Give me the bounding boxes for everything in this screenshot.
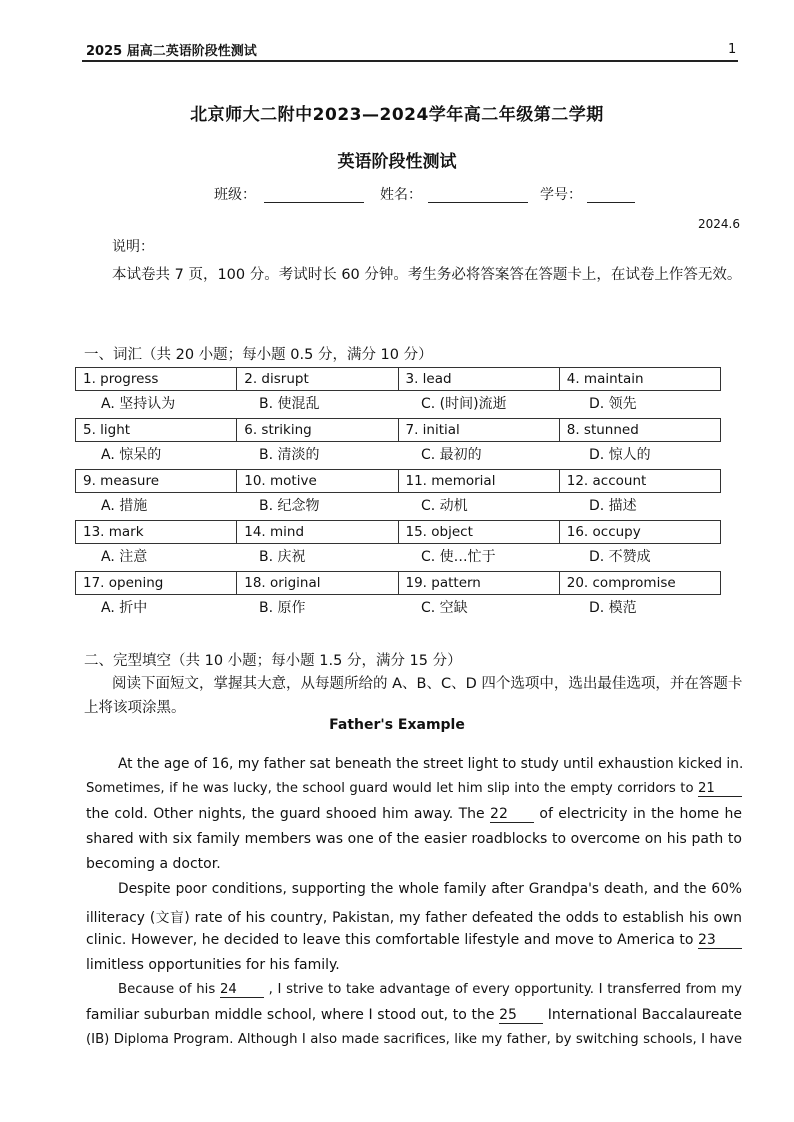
option-c: C. 空缺 xyxy=(421,600,468,616)
option-d: D. 描述 xyxy=(589,498,637,514)
word-row xyxy=(75,469,721,493)
option-b: B. 原作 xyxy=(259,600,306,616)
blank-21[interactable]: 21 xyxy=(698,781,742,797)
option-a: A. 折中 xyxy=(101,600,148,616)
blank-22[interactable]: 22 xyxy=(490,807,534,823)
passage-line xyxy=(86,806,742,823)
option-c: C. (时间)流逝 xyxy=(421,396,507,412)
vocab-word: 4. maintain xyxy=(566,371,644,387)
passage-text: At the age of 16, my father sat beneath the street light to study until exhaustion kicked in. xyxy=(118,756,744,772)
word-row xyxy=(75,520,721,544)
name-field[interactable] xyxy=(428,190,528,203)
passage-title: Father's Example xyxy=(329,717,465,733)
passage-line xyxy=(86,957,742,973)
exam-date: 2024.6 xyxy=(698,217,740,231)
passage-text: becoming a doctor. xyxy=(86,856,221,872)
vocab-word: 12. account xyxy=(566,473,647,489)
option-b: B. 使混乱 xyxy=(259,396,320,412)
option-d: D. 不赞成 xyxy=(589,549,651,565)
passage-text: Despite poor conditions, supporting the whole family after Grandpa's death, and the 60% xyxy=(118,881,742,897)
passage-text: International Baccalaureate xyxy=(547,1007,743,1023)
vocab-word: 16. occupy xyxy=(566,524,641,540)
vocab-word: 8. stunned xyxy=(566,422,639,438)
running-title: 2025 届高二英语阶段性测试 xyxy=(86,44,257,59)
passage-text: the cold. Other nights, the guard shooed him away. The xyxy=(86,806,485,822)
section2-instructions: 阅读下面短文，掌握其大意，从每题所给的 A、B、C、D 四个选项中，选出最佳选项，并在答题卡上将该项涂黑。 xyxy=(84,676,743,716)
class-label: 班级： xyxy=(214,187,256,203)
vocab-word: 9. measure xyxy=(76,470,237,492)
passage-line xyxy=(86,1007,742,1024)
passage-line xyxy=(86,1032,742,1047)
option-row xyxy=(75,494,721,518)
name-label: 姓名： xyxy=(380,187,422,203)
passage-line xyxy=(118,982,742,998)
page-number: 1 xyxy=(728,42,737,57)
passage-text: (IB) Diploma Program. Although I also made sacrifices, like my father, by switching schools, I have xyxy=(86,1032,742,1047)
option-d: D. 领先 xyxy=(589,396,637,412)
option-b: B. 清淡的 xyxy=(259,447,320,463)
option-c: C. 动机 xyxy=(421,498,468,514)
option-a: A. 坚持认为 xyxy=(101,396,176,412)
word-row xyxy=(75,367,721,391)
vocab-word: 15. object xyxy=(399,521,560,543)
blank-24[interactable]: 24 xyxy=(220,982,264,998)
option-a: A. 注意 xyxy=(101,549,148,565)
option-b: B. 纪念物 xyxy=(259,498,320,514)
passage-line xyxy=(86,932,742,949)
option-d: D. 惊人的 xyxy=(589,447,651,463)
class-field[interactable] xyxy=(264,190,364,203)
vocab-word: 3. lead xyxy=(399,368,560,390)
passage-text: , I strive to take advantage of every opportunity. I transferred from my xyxy=(268,982,743,997)
blank-23[interactable]: 23 xyxy=(698,933,742,949)
vocab-word: 10. motive xyxy=(237,470,398,492)
vocab-word: 1. progress xyxy=(76,368,237,390)
notes-label: 说明： xyxy=(112,239,154,255)
option-row xyxy=(75,545,721,569)
vocab-word: 20. compromise xyxy=(566,575,676,591)
notes-text: 本试卷共 7 页，100 分。考试时长 60 分钟。考生务必将答案答在答题卡上，在试卷上作答无效。 xyxy=(112,267,742,283)
vocab-word: 5. light xyxy=(76,419,237,441)
word-row xyxy=(75,418,721,442)
passage-line xyxy=(86,831,742,847)
option-b: B. 庆祝 xyxy=(259,549,306,565)
option-row xyxy=(75,596,721,620)
option-c: C. 使…忙于 xyxy=(421,549,496,565)
header-rule xyxy=(82,60,738,62)
passage-line xyxy=(86,906,742,926)
blank-25[interactable]: 25 xyxy=(499,1008,543,1024)
vocab-word: 2. disrupt xyxy=(237,368,398,390)
vocab-word: 7. initial xyxy=(399,419,560,441)
vocab-word: 14. mind xyxy=(237,521,398,543)
option-a: A. 惊呆的 xyxy=(101,447,162,463)
vocab-word: 6. striking xyxy=(237,419,398,441)
vocab-word: 11. memorial xyxy=(399,470,560,492)
word-row xyxy=(75,571,721,595)
vocab-word: 17. opening xyxy=(76,572,237,594)
section1-heading: 一、词汇（共 20 小题；每小题 0.5 分，满分 10 分） xyxy=(84,347,433,363)
passage-text: familiar suburban middle school, where I stood out, to the xyxy=(86,1007,495,1023)
option-d: D. 模范 xyxy=(589,600,637,616)
option-row xyxy=(75,392,721,416)
vocab-word: 19. pattern xyxy=(399,572,560,594)
passage-text: shared with six family members was one of the easier roadblocks to overcome on his path to xyxy=(86,831,742,847)
vocab-word: 13. mark xyxy=(76,521,237,543)
passage-text: clinic. However, he decided to leave this comfortable lifestyle and move to America to xyxy=(86,932,694,948)
passage-text: limitless opportunities for his family. xyxy=(86,957,340,973)
exam-subtitle: 英语阶段性测试 xyxy=(337,152,457,172)
passage-text: of electricity in the home he xyxy=(539,806,742,822)
student-id-field[interactable] xyxy=(587,190,635,203)
passage-line xyxy=(86,781,742,797)
option-a: A. 措施 xyxy=(101,498,148,514)
passage-line xyxy=(118,756,742,772)
passage-line xyxy=(86,856,742,872)
option-c: C. 最初的 xyxy=(421,447,482,463)
exam-title: 北京师大二附中2023—2024学年高二年级第二学期 xyxy=(190,105,604,125)
vocab-word: 18. original xyxy=(237,572,398,594)
option-row xyxy=(75,443,721,467)
passage-text: illiteracy (文盲) rate of his country, Pakistan, my father defeated the odds to establish his own xyxy=(86,910,742,926)
passage-line xyxy=(118,881,742,897)
passage-text: Because of his xyxy=(118,982,216,997)
section2-heading: 二、完型填空（共 10 小题；每小题 1.5 分，满分 15 分） xyxy=(84,653,462,669)
student-id-label: 学号： xyxy=(540,187,582,203)
passage-text: Sometimes, if he was lucky, the school guard would let him slip into the empty corridors to xyxy=(86,781,694,796)
